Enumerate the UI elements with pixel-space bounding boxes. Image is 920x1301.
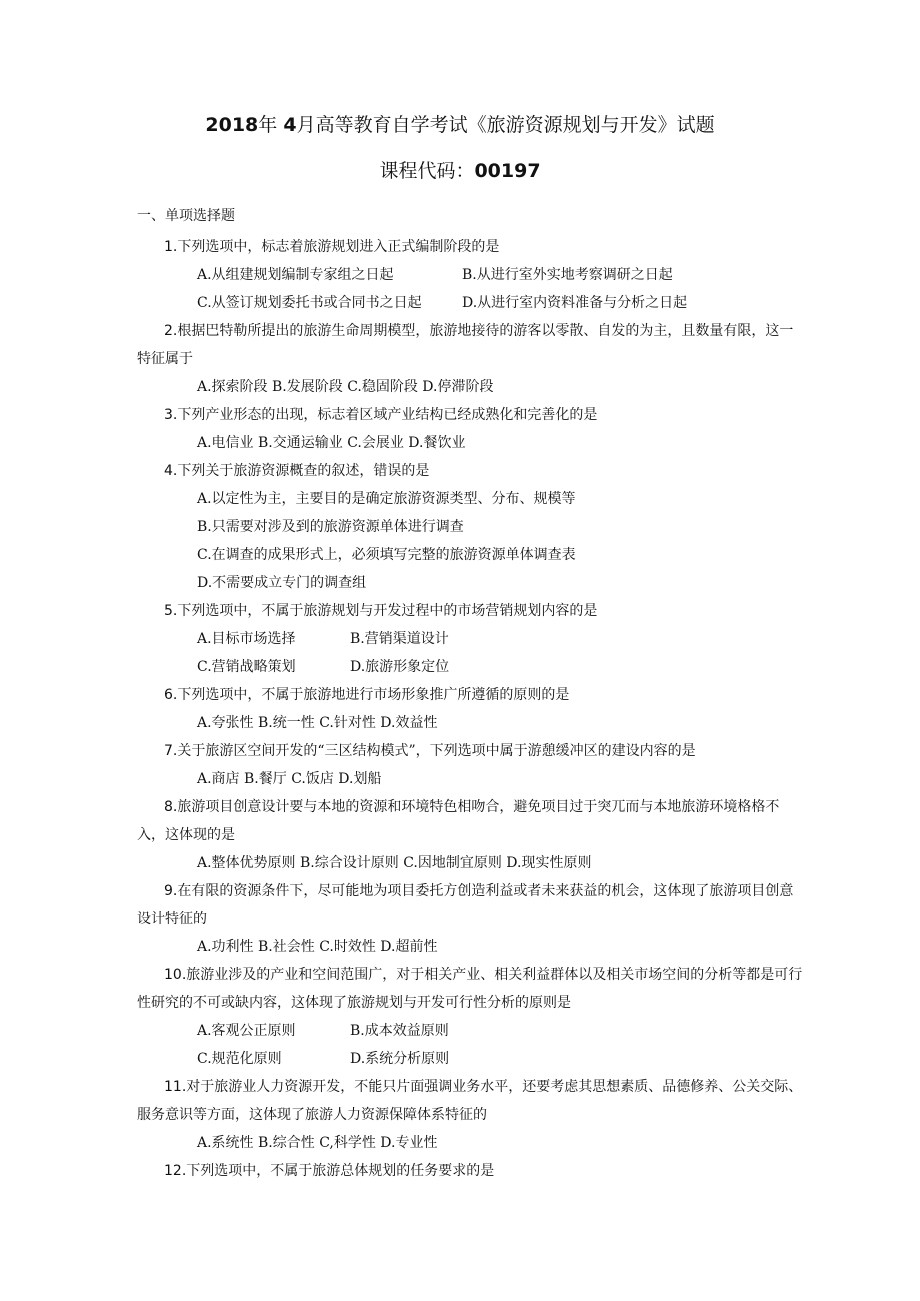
answer-option: D.不需要成立专门的调查组 bbox=[197, 575, 367, 591]
answer-option: D.旅游形象定位 bbox=[350, 659, 450, 675]
question-text: .旅游业涉及的产业和空间范围广，对于相关产业、相关利益群体以及相关市场空间的分析等都是可行性研究的不可或缺内容，这体现了旅游规划与开发可行性分析的原则是 bbox=[137, 967, 803, 1011]
question-list bbox=[137, 233, 807, 1185]
question-number: 1 bbox=[164, 239, 173, 255]
question-number: 7 bbox=[164, 743, 173, 759]
answer-option: A.从组建规划编制专家组之日起 bbox=[197, 267, 394, 283]
question-item bbox=[137, 793, 807, 877]
option-group bbox=[137, 709, 807, 737]
question-item bbox=[137, 737, 807, 793]
question-number: 3 bbox=[164, 407, 173, 423]
option-row bbox=[197, 933, 807, 961]
answer-option: A.夸张性 B.统一性 C.针对性 D.效益性 bbox=[197, 715, 438, 731]
question-item bbox=[137, 597, 807, 681]
option-row bbox=[197, 541, 807, 569]
answer-option: A.探索阶段 B.发展阶段 C.稳固阶段 D.停滞阶段 bbox=[197, 379, 494, 395]
question-stem bbox=[137, 1157, 807, 1185]
question-number: 2 bbox=[164, 323, 173, 339]
option-row bbox=[197, 261, 807, 289]
answer-option: A.功利性 B.社会性 C.时效性 D.超前性 bbox=[197, 939, 438, 955]
question-text: .对于旅游业人力资源开发，不能只片面强调业务水平，还要考虑其思想素质、品德修养、公关交际、服务意识等方面，这体现了旅游人力资源保障体系特征的 bbox=[137, 1079, 803, 1123]
option-row bbox=[197, 373, 807, 401]
answer-option: C.营销战略策划 bbox=[197, 659, 296, 675]
exam-title bbox=[0, 112, 920, 138]
question-stem bbox=[137, 737, 807, 765]
question-number: 10 bbox=[164, 967, 182, 983]
question-stem bbox=[137, 317, 807, 373]
option-group bbox=[137, 933, 807, 961]
question-text: .在有限的资源条件下，尽可能地为项目委托方创造利益或者未来获益的机会，这体现了旅游项目创意设计特征的 bbox=[137, 883, 794, 927]
question-stem bbox=[137, 793, 807, 849]
answer-option: C.规范化原则 bbox=[197, 1051, 282, 1067]
question-text: .旅游项目创意设计要与本地的资源和环境特色相吻合，避免项目过于突兀而与本地旅游环境格格不入，这体现的是 bbox=[137, 799, 780, 843]
question-stem bbox=[137, 877, 807, 933]
option-group bbox=[137, 485, 807, 597]
question-item bbox=[137, 233, 807, 317]
question-stem bbox=[137, 1073, 807, 1129]
option-row bbox=[197, 1017, 807, 1045]
question-text: .关于旅游区空间开发的“三区结构模式”，下列选项中属于游憩缓冲区的建设内容的是 bbox=[172, 743, 696, 759]
option-group bbox=[137, 625, 807, 681]
question-number: 11 bbox=[164, 1079, 182, 1095]
question-number: 4 bbox=[164, 463, 173, 479]
course-code-label: 课程代码： bbox=[379, 160, 475, 182]
option-group bbox=[137, 765, 807, 793]
option-row bbox=[197, 485, 807, 513]
question-stem bbox=[137, 681, 807, 709]
question-item bbox=[137, 1157, 807, 1185]
question-stem bbox=[137, 961, 807, 1017]
question-text: .下列产业形态的出现，标志着区域产业结构已经成熟化和完善化的是 bbox=[172, 407, 598, 423]
question-item bbox=[137, 681, 807, 737]
title-month: 4 bbox=[283, 114, 297, 136]
question-item bbox=[137, 877, 807, 961]
option-row bbox=[197, 1045, 807, 1073]
question-stem bbox=[137, 597, 807, 625]
question-text: .下列关于旅游资源概查的叙述，错误的是 bbox=[172, 463, 430, 479]
option-row bbox=[197, 569, 807, 597]
answer-option: A.整体优势原则 B.综合设计原则 C.因地制宜原则 D.现实性原则 bbox=[197, 855, 592, 871]
question-text: .下列选项中，不属于旅游地进行市场形象推广所遵循的原则的是 bbox=[172, 687, 570, 703]
option-group bbox=[137, 849, 807, 877]
answer-option: A.以定性为主，主要目的是确定旅游资源类型、分布、规模等 bbox=[197, 491, 576, 507]
option-row bbox=[197, 513, 807, 541]
question-stem bbox=[137, 401, 807, 429]
answer-option: A.商店 B.餐厅 C.饭店 D.划船 bbox=[197, 771, 382, 787]
question-item bbox=[137, 401, 807, 457]
title-year-suffix: 年 bbox=[258, 114, 278, 136]
question-item bbox=[137, 961, 807, 1073]
option-group bbox=[137, 429, 807, 457]
answer-option: D.从进行室内资料准备与分析之日起 bbox=[462, 295, 688, 311]
title-year: 2018 bbox=[205, 114, 259, 136]
answer-option: C.在调查的成果形式上，必须填写完整的旅游资源单体调查表 bbox=[197, 547, 576, 563]
answer-option: A.电信业 B.交通运输业 C.会展业 D.餐饮业 bbox=[197, 435, 466, 451]
answer-option: B.成本效益原则 bbox=[350, 1023, 449, 1039]
option-row bbox=[197, 625, 807, 653]
question-number: 12 bbox=[164, 1163, 182, 1179]
answer-option: A.系统性 B.综合性 C,科学性 D.专业性 bbox=[197, 1135, 438, 1151]
course-code-line bbox=[0, 158, 920, 184]
option-row bbox=[197, 429, 807, 457]
question-text: .下列选项中，不属于旅游规划与开发过程中的市场营销规划内容的是 bbox=[172, 603, 598, 619]
answer-option: A.目标市场选择 bbox=[197, 631, 296, 647]
answer-option: B.只需要对涉及到的旅游资源单体进行调查 bbox=[197, 519, 464, 535]
question-item bbox=[137, 1073, 807, 1157]
question-item bbox=[137, 457, 807, 597]
option-row bbox=[197, 1129, 807, 1157]
question-number: 8 bbox=[164, 799, 173, 815]
title-text: 月高等教育自学考试《旅游资源规划与开发》试题 bbox=[296, 114, 715, 136]
option-row bbox=[197, 289, 807, 317]
question-stem bbox=[137, 457, 807, 485]
option-group bbox=[137, 1129, 807, 1157]
question-number: 5 bbox=[164, 603, 173, 619]
question-number: 9 bbox=[164, 883, 173, 899]
option-row bbox=[197, 653, 807, 681]
question-item bbox=[137, 317, 807, 401]
question-text: .下列选项中，标志着旅游规划进入正式编制阶段的是 bbox=[172, 239, 500, 255]
option-group bbox=[137, 1017, 807, 1073]
answer-option: C.从签订规划委托书或合同书之日起 bbox=[197, 295, 422, 311]
section-heading: 一、单项选择题 bbox=[137, 208, 235, 224]
answer-option: D.系统分析原则 bbox=[350, 1051, 450, 1067]
option-row bbox=[197, 765, 807, 793]
question-stem bbox=[137, 233, 807, 261]
question-number: 6 bbox=[164, 687, 173, 703]
question-text: .下列选项中，不属于旅游总体规划的任务要求的是 bbox=[181, 1163, 495, 1179]
option-row bbox=[197, 849, 807, 877]
answer-option: B.从进行室外实地考察调研之日起 bbox=[462, 267, 673, 283]
answer-option: A.客观公正原则 bbox=[197, 1023, 296, 1039]
answer-option: B.营销渠道设计 bbox=[350, 631, 449, 647]
question-text: .根据巴特勒所提出的旅游生命周期模型，旅游地接待的游客以零散、自发的为主，且数量有限，这一特征属于 bbox=[137, 323, 794, 367]
option-group bbox=[137, 373, 807, 401]
option-group bbox=[137, 261, 807, 317]
course-code-value: 00197 bbox=[474, 160, 541, 182]
option-row bbox=[197, 709, 807, 737]
